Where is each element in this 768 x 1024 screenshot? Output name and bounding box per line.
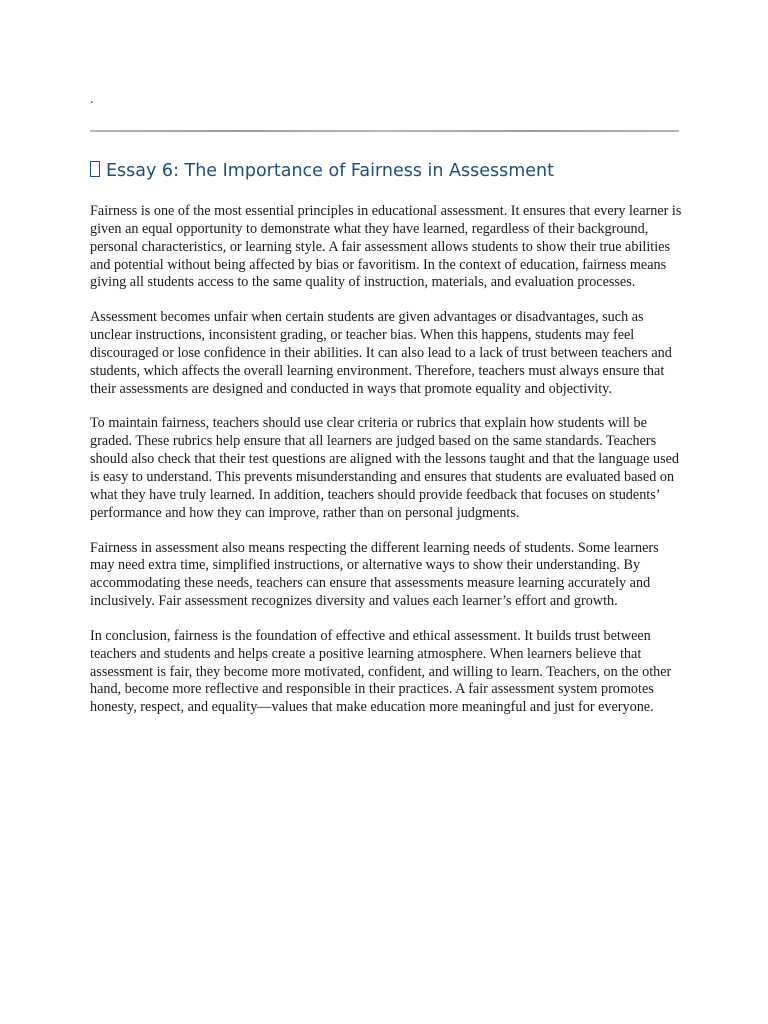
paragraph-5: In conclusion, fairness is the foundation of effective and ethical assessment. It builds trust between teachers and students and helps create a positive learning atmosphere. When learners believe that assessment is fair, they become more motivated, confident, and willing to learn. Teachers, on the other hand, become more reflective and responsible in their practices. A fair assessment system promotes honesty, respect, and equality—values that make education more meaningful and just for everyone. [90,627,672,716]
essay-heading [90,158,690,184]
paragraph-1: Fairness is one of the most essential principles in educational assessment. It ensures that every learner is given an equal opportunity to demonstrate what they have learned, regardless of their background, personal characteristics, or learning style. A fair assessment allows students to show their true abilities and potential without being affected by bias or favoritism. In the context of education, fairness means giving all students access to the same quality of instruction, materials, and evaluation processes. [90,203,682,291]
essay-body [90,203,682,734]
emoji-placeholder-icon [90,161,100,177]
paragraph-4: Fairness in assessment also means respecting the different learning needs of students. Some learners may need extra time, simplified instructions, or alternative ways to show their understanding. By accommodating these needs, teachers can ensure that assessments measure learning accurately and inclusively. Fair assessment recognizes diversity and values each learner’s effort and growth. [90,539,659,610]
paragraph-2: Assessment becomes unfair when certain students are given advantages or disadvantages, such as unclear instructions, inconsistent grading, or teacher bias. When this happens, students may feel discouraged or lose confidence in their abilities. It can also lead to a lack of trust between teachers and students, which affects the overall learning environment. Therefore, teachers must always ensure that their assessments are designed and conducted in ways that promote equality and objectivity. [90,309,672,397]
horizontal-rule [90,130,679,132]
paragraph-3: To maintain fairness, teachers should use clear criteria or rubrics that explain how students will be graded. These rubrics help ensure that all learners are judged based on the same standards. Teachers should also check that their test questions are aligned with the lessons taught and that the language used is easy to understand. This prevents misunderstanding and ensures that students are evaluated based on what they have truly learned. In addition, teachers should provide feedback that focuses on students’ performance and how they can improve, rather than on personal judgments. [90,415,680,521]
top-mark: . [90,92,94,107]
essay-heading-text: Essay 6: The Importance of Fairness in Assessment [106,161,554,181]
